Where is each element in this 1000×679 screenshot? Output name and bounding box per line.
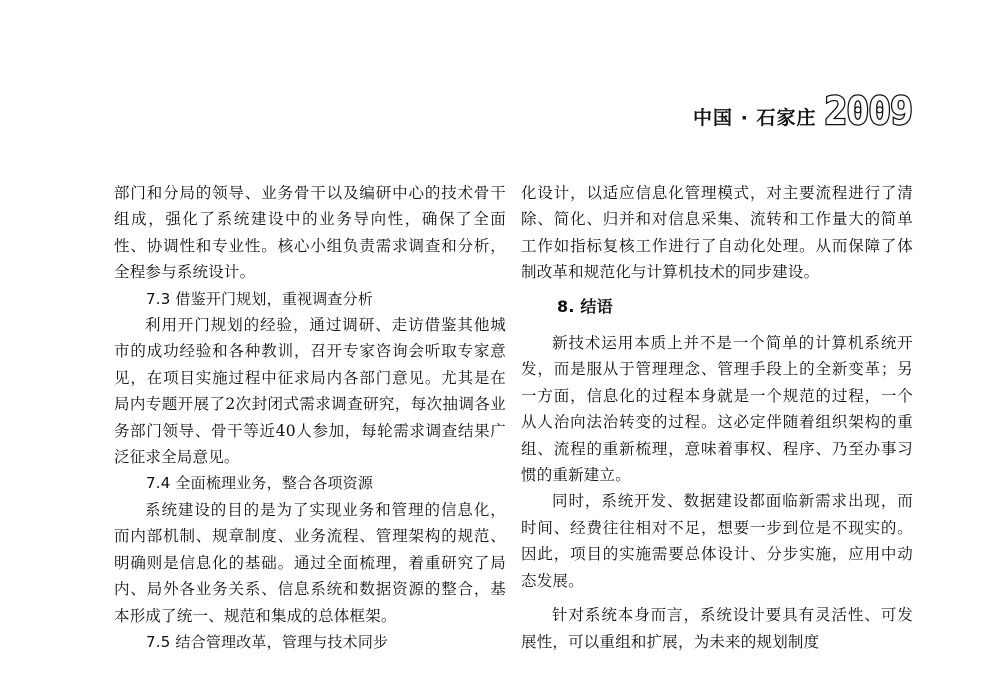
paragraph: 针对系统本身而言，系统设计要具有灵活性、可发展性，可以重组和扩展，为未来的规划制度 [521, 606, 913, 651]
paragraph: 利用开门规划的经验，通过调研、走访借鉴其他城市的成功经验和各种教训，召开专家咨询会听取专家意见，在项目实施过程中征求局内各部门意见。尤其是在局内专题开展了2次封闭式需求调查研究，每次抽调各业务部门领导、骨干等近40人参加，每轮需求调查结果广泛征求全局意见。 [114, 316, 506, 467]
left-column [114, 180, 506, 655]
paragraph: 同时，系统开发、数据建设都面临新需求出现，而时间、经费往往相对不足，想要一步到位是不现实的。因此，项目的实施需要总体设计、分步实施，应用中动态发展。 [521, 492, 913, 590]
paragraph: 化设计，以适应信息化管理模式，对主要流程进行了清除、简化、归并和对信息采集、流转和工作量大的简单工作如指标复核工作进行了自动化处理。从而保障了体制改革和规范化与计算机技术的同步建设。 [521, 184, 913, 282]
paragraph: 系统建设的目的是为了实现业务和管理的信息化，而内部机制、规章制度、业务流程、管理架构的规范、明确则是信息化的基础。通过全面梳理，着重研究了局内、局外各业务关系、信息系统和数据资源的整合，基本形成了统一、规范和集成的总体框架。 [114, 500, 506, 625]
paragraph: 新技术运用本质上并不是一个简单的计算机系统开发，而是服从于管理理念、管理手段上的全新变革；另一方面，信息化的过程本身就是一个规范的过程，一个从人治向法治转变的过程。这必定伴随着组织架构的重组、流程的重新梳理，意味着事权、程序、乃至办事习惯的重新建立。 [521, 334, 913, 485]
section-title-conclusion: 8. 结语 [557, 296, 613, 316]
header-location: 中国 · 石家庄 [693, 107, 817, 129]
header-year: 2009 [824, 89, 912, 133]
paragraph: 部门和分局的领导、业务骨干以及编研中心的技术骨干组成，强化了系统建设中的业务导向性，确保了全面性、协调性和专业性。核心小组负责需求调查和分析，全程参与系统设计。 [114, 184, 506, 282]
right-column [521, 180, 913, 655]
page-header [693, 89, 912, 133]
subheading-7-4: 7.4 全面梳理业务，整合各项资源 [146, 474, 374, 493]
subheading-7-5: 7.5 结合管理改革，管理与技术同步 [146, 632, 389, 651]
subheading-7-3: 7.3 借鉴开门规划，重视调查分析 [146, 289, 374, 308]
